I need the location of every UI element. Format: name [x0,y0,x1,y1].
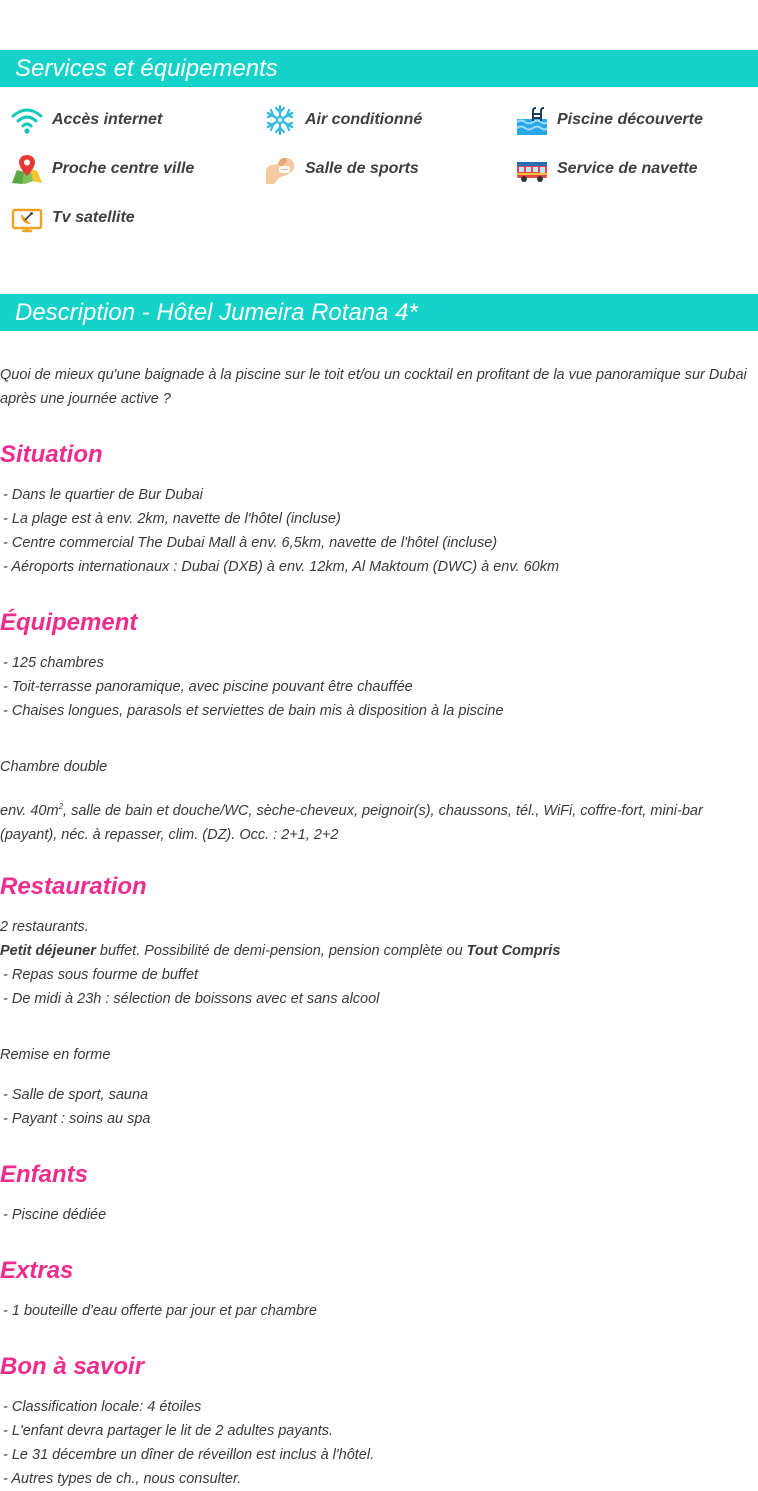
service-label: Salle de sports [305,160,419,177]
description-section-title: Description - Hôtel Jumeira Rotana 4* [0,294,758,331]
service-item-pool [516,104,703,136]
list-item: - Le 31 décembre un dîner de réveillon est inclus à l'hôtel. [3,1447,375,1463]
fitness-list [0,1083,758,1131]
restauration-block [0,915,758,1011]
equipement-list [0,651,758,723]
satellite-tv-icon [11,202,43,234]
description-intro: Quoi de mieux qu'une baignade à la piscine sur le toit et/ou un cocktail en profitant de la vue panoramique sur Dubai après une journée active ? [0,367,747,407]
list-item: - Aéroports internationaux : Dubai (DXB) à env. 12km, Al Maktoum (DWC) à env. 60km [3,559,560,575]
services-section-title: Services et équipements [0,50,758,87]
list-item: - Toit-terrasse panoramique, avec piscine pouvant être chauffée [3,679,413,695]
enfants-list [0,1203,758,1227]
restauration-heading: Restauration [0,873,147,900]
wifi-icon [11,104,43,136]
service-label: Air conditionné [305,111,423,128]
list-item: - Centre commercial The Dubai Mall à env. 6,5km, navette de l'hôtel (incluse) [3,535,498,551]
list-item: - Piscine dédiée [3,1207,107,1223]
extras-list [0,1299,758,1323]
room-type-title: Chambre double [0,759,108,775]
list-item: - Dans le quartier de Bur Dubai [3,487,203,503]
list-item: - Chaises longues, parasols et serviettes de bain mis à disposition à la piscine [3,703,504,719]
breakfast-bold: Petit déjeuner [0,943,96,959]
room-description [0,795,758,847]
service-item-city-center [11,153,194,185]
fitness-title: Remise en forme [0,1047,111,1063]
all-inclusive-bold: Tout Compris [466,943,561,959]
bon-a-savoir-list [0,1395,758,1491]
list-item: - Autres types de ch., nous consulter. [3,1471,242,1487]
service-item-internet [11,104,162,136]
service-label: Piscine découverte [557,111,703,128]
list-item: - L'enfant devra partager le lit de 2 adultes payants. [3,1423,334,1439]
pool-icon [516,104,548,136]
snowflake-icon [264,104,296,136]
restaurant-count: 2 restaurants. [0,919,89,935]
list-item: - De midi à 23h : sélection de boissons avec et sans alcool [3,991,380,1007]
board-options-text: buffet. Possibilité de demi-pension, pension complète ou [95,943,467,959]
service-item-aircon [264,104,422,136]
enfants-heading: Enfants [0,1161,89,1188]
situation-heading: Situation [0,441,103,468]
service-item-gym [264,153,419,185]
map-pin-icon [11,153,43,185]
service-label: Proche centre ville [52,160,195,177]
list-item: - Payant : soins au spa [3,1111,151,1127]
service-item-satellite-tv [11,202,135,234]
restauration-list [0,963,758,1011]
bon-a-savoir-heading: Bon à savoir [0,1353,145,1380]
situation-list [0,483,758,579]
service-label: Tv satellite [52,209,135,226]
service-label: Accès internet [52,111,163,128]
superscript: 2 [58,802,64,811]
room-amenities-text: , salle de bain et douche/WC, sèche-cheveux, peignoir(s), chaussons, tél., WiFi, coffre-fort, mini-bar (payant), néc. à repasser, clim. (DZ). Occ. : 2+1, 2+2 [0,803,703,843]
service-label: Service de navette [557,160,698,177]
room-area-text: env. 40m [0,803,59,819]
extras-heading: Extras [0,1257,74,1284]
list-item: - La plage est à env. 2km, navette de l'hôtel (incluse) [3,511,341,527]
list-item: - Classification locale: 4 étoiles [3,1399,202,1415]
list-item: - Repas sous fourme de buffet [3,967,199,983]
board-options [0,939,758,963]
shuttle-bus-icon [516,153,548,185]
list-item: - 125 chambres [3,655,104,671]
equipement-heading: Équipement [0,609,138,636]
muscle-arm-icon [264,153,296,185]
list-item: - Salle de sport, sauna [3,1087,149,1103]
list-item: - 1 bouteille d'eau offerte par jour et par chambre [3,1303,317,1319]
service-item-shuttle [516,153,698,185]
